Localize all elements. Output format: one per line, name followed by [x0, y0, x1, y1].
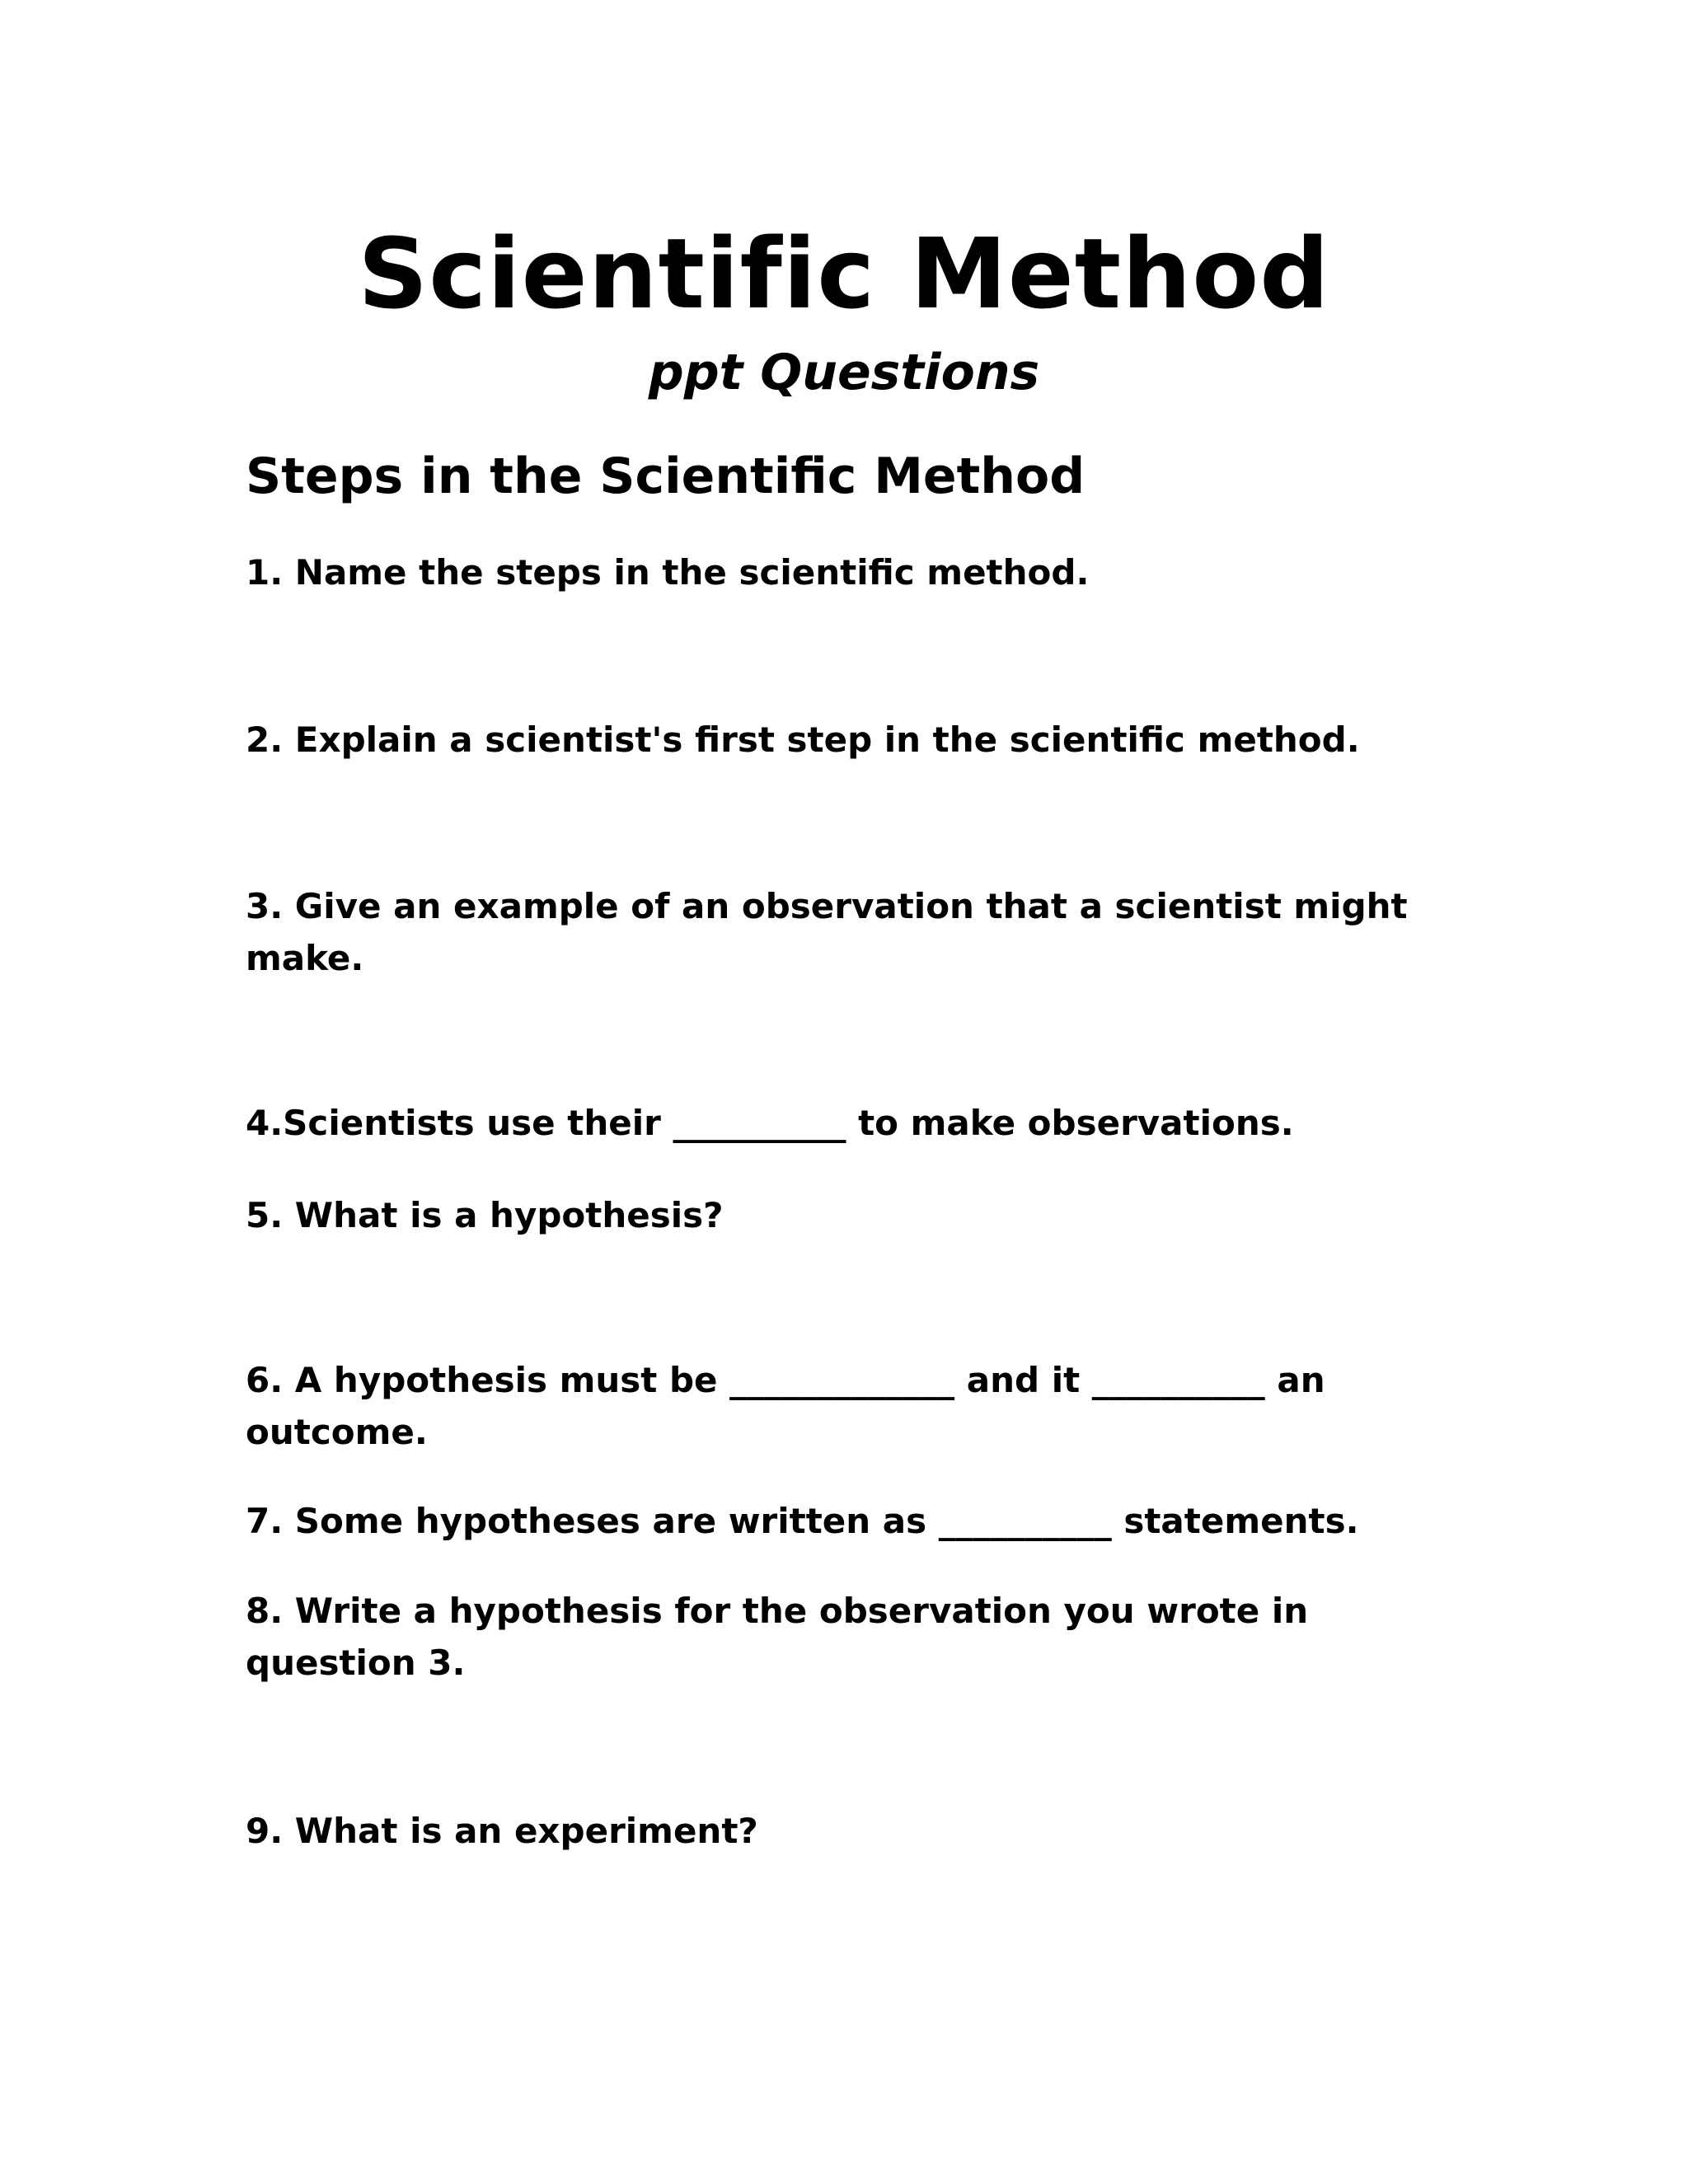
question-3: 3. Give an example of an observation that a scientist might make. [246, 886, 1408, 978]
question-9: 9. What is an experiment? [246, 1811, 758, 1851]
section-heading: Steps in the Scientific Method [246, 448, 1085, 505]
question-4: 4.Scientists use their __________ to make observations. [246, 1103, 1294, 1143]
page-subtitle: ppt Questions [648, 344, 1040, 401]
question-8: 8. Write a hypothesis for the observation you wrote in question 3. [246, 1591, 1309, 1683]
question-2: 2. Explain a scientist's first step in the scientific method. [246, 719, 1360, 760]
question-7: 7. Some hypotheses are written as __________ statements. [246, 1501, 1359, 1541]
question-6: 6. A hypothesis must be _____________ and it __________ an outcome. [246, 1360, 1325, 1452]
question-1: 1. Name the steps in the scientific method. [246, 552, 1090, 593]
page-title: Scientific Method [358, 217, 1330, 330]
question-5: 5. What is a hypothesis? [246, 1195, 724, 1235]
